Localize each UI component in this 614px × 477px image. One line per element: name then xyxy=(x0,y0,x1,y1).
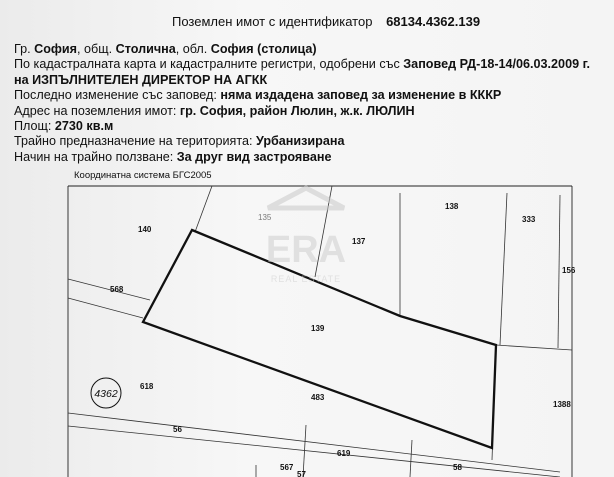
boundary-138-333 xyxy=(500,193,507,345)
plot-number-58: 58 xyxy=(453,463,462,472)
coordinate-system-label: Координатна система БГС2005 xyxy=(74,170,212,181)
boundary-619-east xyxy=(410,440,412,477)
municipality-value: Столична xyxy=(115,42,176,56)
address-label: Адрес на поземления имот: xyxy=(14,103,180,118)
plot-number-135: 135 xyxy=(258,213,272,222)
watermark-roof-icon xyxy=(268,188,344,208)
address-value: гр. София, район Люлин, ж.к. ЛЮЛИН xyxy=(179,103,415,118)
usage-label: Начин на трайно ползване: xyxy=(14,149,177,164)
municipality-prefix: , общ. xyxy=(77,42,116,56)
plot-number-57: 57 xyxy=(297,470,306,477)
city-value: София xyxy=(34,42,78,56)
road-edge-upper xyxy=(68,298,143,318)
plot-number-138: 138 xyxy=(445,202,459,211)
road-edge-lower xyxy=(68,413,560,472)
approval-text: По кадастралната карта и кадастралните регистри, одобрени със xyxy=(14,57,404,72)
area-value: 2730 кв.м xyxy=(54,119,114,134)
plot-number-618: 618 xyxy=(140,382,154,391)
plot-number-333: 333 xyxy=(522,215,536,224)
authority-value: на ИЗПЪЛНИТЕЛЕН ДИРЕКТОР НА АГКК xyxy=(14,72,268,87)
region-value: София (столица) xyxy=(210,42,317,56)
boundary-333-1388 xyxy=(496,345,572,350)
purpose-value: Урбанизирана xyxy=(255,134,345,149)
location-prefix: Гр. xyxy=(14,42,35,56)
watermark-tagline: REAL ESTATE xyxy=(270,274,342,284)
approval-order: Заповед РД-18-14/06.03.2009 г. xyxy=(403,57,591,72)
road-edge-bottom xyxy=(68,426,560,477)
plot-number-619: 619 xyxy=(337,449,351,458)
last-change-value: няма издадена заповед за изменение в КККР xyxy=(220,88,502,103)
plot-number-567: 567 xyxy=(280,463,294,472)
era-watermark xyxy=(266,188,346,284)
usage-value: За друг вид застрояване xyxy=(176,149,332,164)
plot-number-483: 483 xyxy=(311,393,325,402)
purpose-label: Трайно предназначение на територията: xyxy=(14,134,256,149)
plot-number-156: 156 xyxy=(562,266,576,275)
boundary-140-568 xyxy=(68,279,150,300)
plot-number-1388: 1388 xyxy=(553,400,571,409)
title-label: Поземлен имот с идентификатор xyxy=(172,14,373,29)
plot-number-137: 137 xyxy=(352,237,366,246)
plot-number-56: 56 xyxy=(173,425,182,434)
plot-number-568: 568 xyxy=(110,285,124,294)
quarter-id: 4362 xyxy=(94,388,118,400)
quarter-marker xyxy=(91,378,121,408)
plot-number-139: 139 xyxy=(311,324,325,333)
boundary-333-156 xyxy=(558,195,560,348)
property-identifier: 68134.4362.139 xyxy=(386,14,481,29)
last-change-label: Последно изменение със заповед: xyxy=(14,88,221,103)
plot-number-140: 140 xyxy=(138,225,152,234)
watermark-brand: ERA xyxy=(265,229,347,271)
area-label: Площ: xyxy=(14,119,55,134)
boundary-140-135 xyxy=(195,186,212,232)
region-prefix: , обл. xyxy=(175,42,211,56)
